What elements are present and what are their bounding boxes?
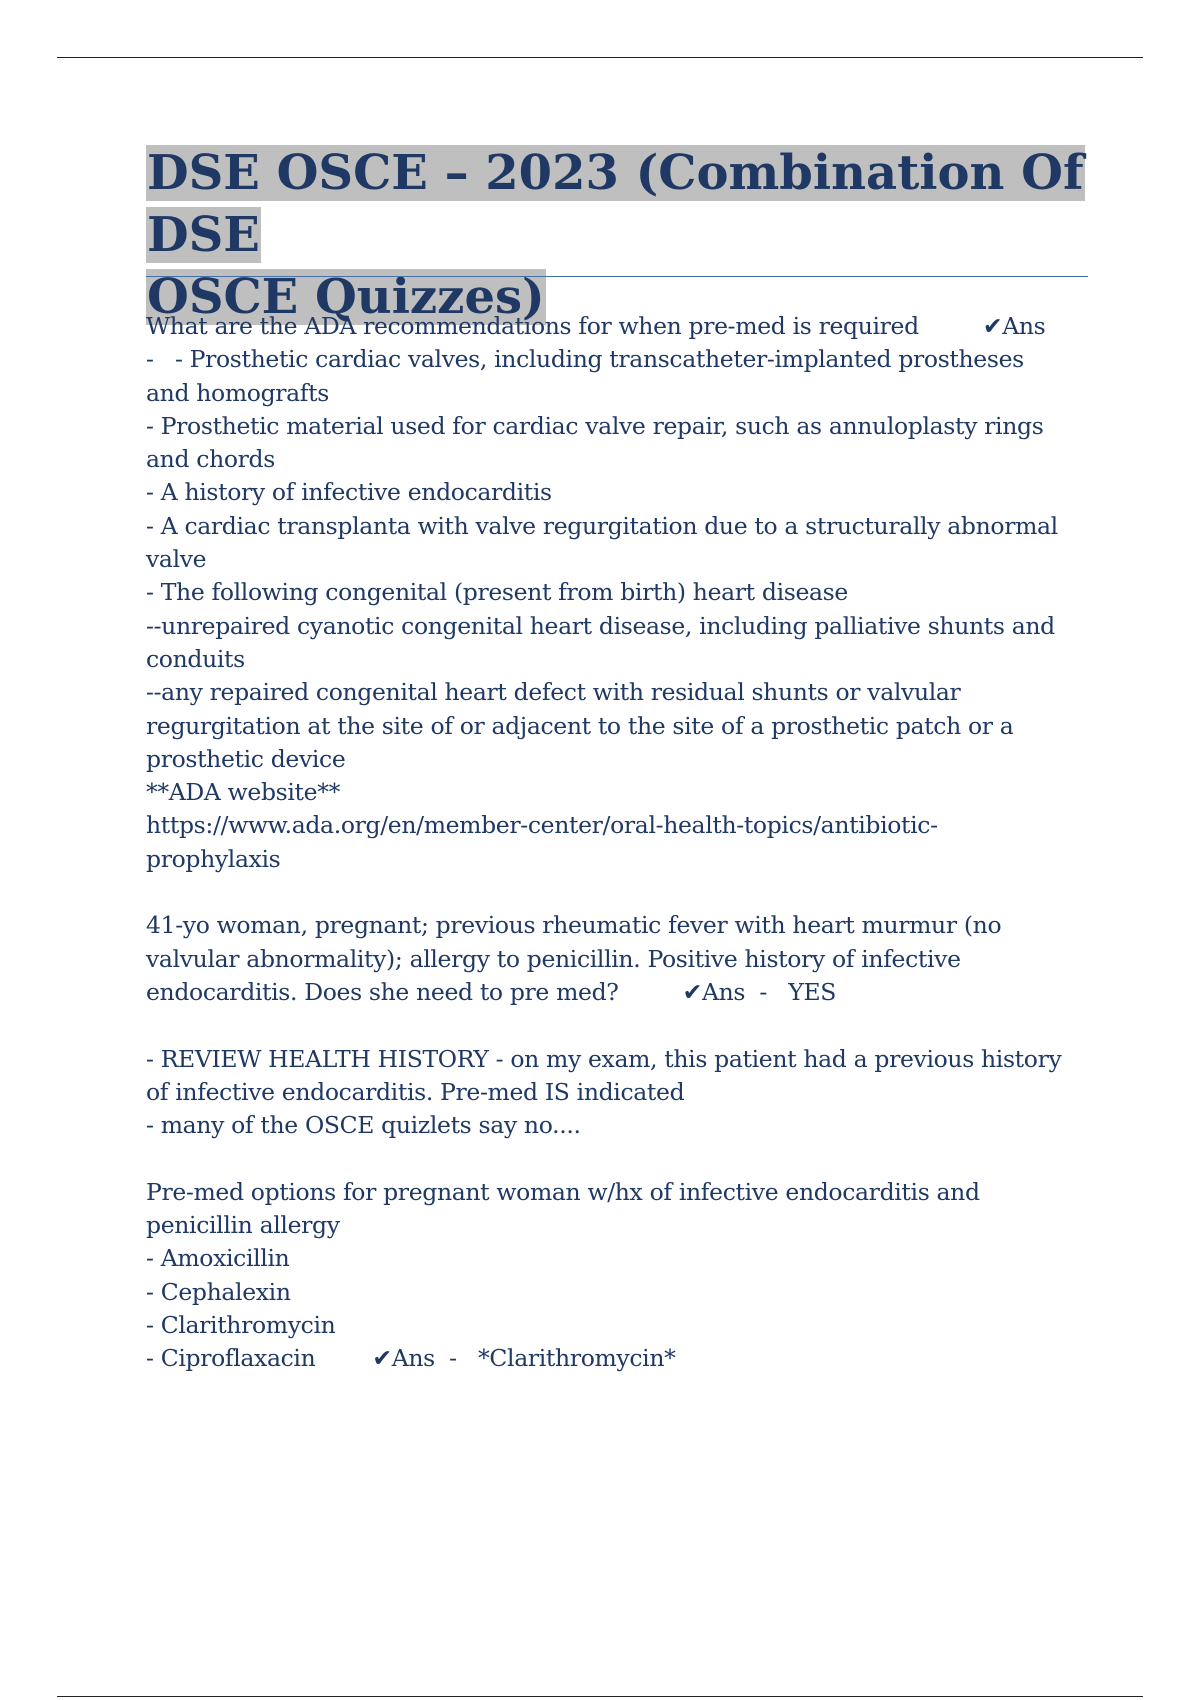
q3-last-option: - Ciproflaxacin bbox=[146, 1344, 316, 1373]
q2-question-line bbox=[146, 976, 1096, 1009]
q1-answer-line: and homografts bbox=[146, 378, 329, 407]
q3-ans-marker: ✔Ans bbox=[372, 1344, 435, 1373]
q1-answer-line: prophylaxis bbox=[146, 844, 281, 873]
spacer bbox=[146, 1009, 1096, 1042]
title-underline bbox=[146, 276, 1088, 277]
q3-question-line: penicillin allergy bbox=[146, 1211, 340, 1240]
q2-question-line: 41-yo woman, pregnant; previous rheumatic fever with heart murmur (no bbox=[146, 911, 1002, 940]
q2-note-line: - REVIEW HEALTH HISTORY - on my exam, this patient had a previous history bbox=[146, 1044, 1062, 1073]
q1-answer-line: - - Prosthetic cardiac valves, including transcatheter-implanted prostheses bbox=[146, 345, 1024, 374]
header-rule bbox=[57, 57, 1143, 58]
q2-question-end: endocarditis. Does she need to pre med? bbox=[146, 977, 619, 1006]
q3-option: - Cephalexin bbox=[146, 1277, 291, 1306]
q2-question-line: valvular abnormality); allergy to penicillin. Positive history of infective bbox=[146, 944, 961, 973]
q3-option: - Clarithromycin bbox=[146, 1310, 336, 1339]
q3-answer-line bbox=[146, 1342, 1096, 1375]
q2-note-line: of infective endocarditis. Pre-med IS indicated bbox=[146, 1077, 685, 1106]
q3-answer: - *Clarithromycin* bbox=[449, 1344, 676, 1373]
q3-question-line: Pre-med options for pregnant woman w/hx of infective endocarditis and bbox=[146, 1177, 980, 1206]
q1-answer-line: **ADA website** bbox=[146, 778, 340, 807]
q1-question-line bbox=[146, 310, 1096, 343]
q1-answer-line: --any repaired congenital heart defect with residual shunts or valvular bbox=[146, 678, 961, 707]
q1-answer-line: https://www.ada.org/en/member-center/oral-health-topics/antibiotic- bbox=[146, 811, 938, 840]
q1-answer-line: - Prosthetic material used for cardiac valve repair, such as annuloplasty rings bbox=[146, 411, 1044, 440]
q1-ans-marker: ✔Ans bbox=[982, 312, 1046, 340]
document-body bbox=[146, 310, 1096, 1376]
q1-answer-line: prosthetic device bbox=[146, 744, 346, 773]
q2-ans-marker: ✔Ans bbox=[682, 977, 746, 1006]
q1-answer-line: - A cardiac transplanta with valve regurgitation due to a structurally abnormal bbox=[146, 511, 1058, 540]
document-title bbox=[146, 142, 1086, 328]
title-line-2: OSCE Quizzes) bbox=[147, 269, 545, 325]
spacer bbox=[146, 876, 1096, 909]
q2-note-line: - many of the OSCE quizlets say no.... bbox=[146, 1111, 581, 1140]
q1-answer-line: --unrepaired cyanotic congenital heart disease, including palliative shunts and bbox=[146, 611, 1055, 640]
q2-answer: - YES bbox=[759, 977, 837, 1006]
title-line-1: DSE OSCE – 2023 (Combination Of DSE bbox=[147, 145, 1084, 263]
q1-answer-line: conduits bbox=[146, 644, 245, 673]
q1-answer-line: - A history of infective endocarditis bbox=[146, 478, 552, 507]
q1-question: What are the ADA recommendations for when pre-med is required bbox=[146, 312, 919, 340]
q1-answer-line: - The following congenital (present from birth) heart disease bbox=[146, 578, 848, 607]
footer-rule bbox=[57, 1696, 1143, 1697]
q1-answer-line: valve bbox=[146, 545, 207, 574]
q1-answer-line: regurgitation at the site of or adjacent to the site of a prosthetic patch or a bbox=[146, 711, 1014, 740]
q3-option: - Amoxicillin bbox=[146, 1244, 290, 1273]
q1-answer-line: and chords bbox=[146, 445, 275, 474]
spacer bbox=[146, 1142, 1096, 1175]
